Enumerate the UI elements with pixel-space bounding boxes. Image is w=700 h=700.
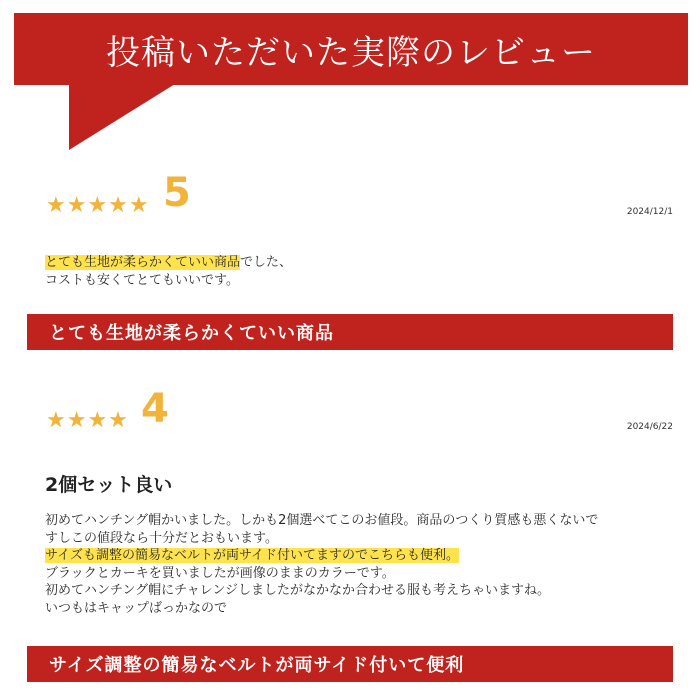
review-body	[45, 254, 685, 289]
review-line	[45, 530, 685, 548]
review-line	[45, 512, 685, 530]
review-line	[45, 600, 685, 618]
banner-speech-tail	[69, 84, 175, 150]
review-summary-ribbon: サイズ調整の簡易なベルトが両サイド付いて便利	[27, 646, 673, 682]
review-line	[45, 272, 685, 290]
review-text: コストも安くてとてもいいです。	[45, 272, 239, 288]
page-title: 投稿いただいた実際のレビュー	[106, 32, 596, 73]
highlighted-text: とても生地が柔らかくていい商品	[45, 255, 241, 270]
review-text: 初めてハンチング帽にチャレンジしましたがなかなか合わせる服も考えちゃいますね。	[45, 583, 551, 599]
review-line	[45, 582, 685, 600]
review-text: いつもはキャップばっかなので	[45, 600, 228, 616]
review-line	[45, 565, 685, 583]
review-text: ブラックとカーキを買いましたが画像のままのカラーです。	[45, 565, 395, 581]
rating-score: 4	[141, 386, 169, 432]
star-rating-icon: ★★★★	[46, 408, 129, 433]
review-line	[45, 547, 685, 565]
review-date: 2024/12/1	[626, 207, 673, 217]
header-banner	[14, 13, 688, 85]
rating-score: 5	[163, 170, 191, 216]
highlighted-text: サイズも調整の簡易なベルトが両サイド付いてますのでこちらも便利。	[45, 548, 460, 564]
review-date: 2024/6/22	[626, 422, 673, 432]
review-line	[45, 254, 685, 272]
review-text: 初めてハンチング帽かいました。しかも2個選べてこのお値段。商品のつくり質感も悪くないで	[45, 513, 599, 528]
review-title: 2個セット良い	[45, 474, 173, 496]
review-summary-ribbon: とても生地が柔らかくていい商品	[27, 314, 673, 350]
star-rating-icon: ★★★★★	[46, 193, 150, 218]
review-text: でした、	[240, 255, 293, 270]
review-text: すしこの値段なら十分だとおもいます。	[45, 530, 278, 546]
review-body	[45, 512, 685, 618]
